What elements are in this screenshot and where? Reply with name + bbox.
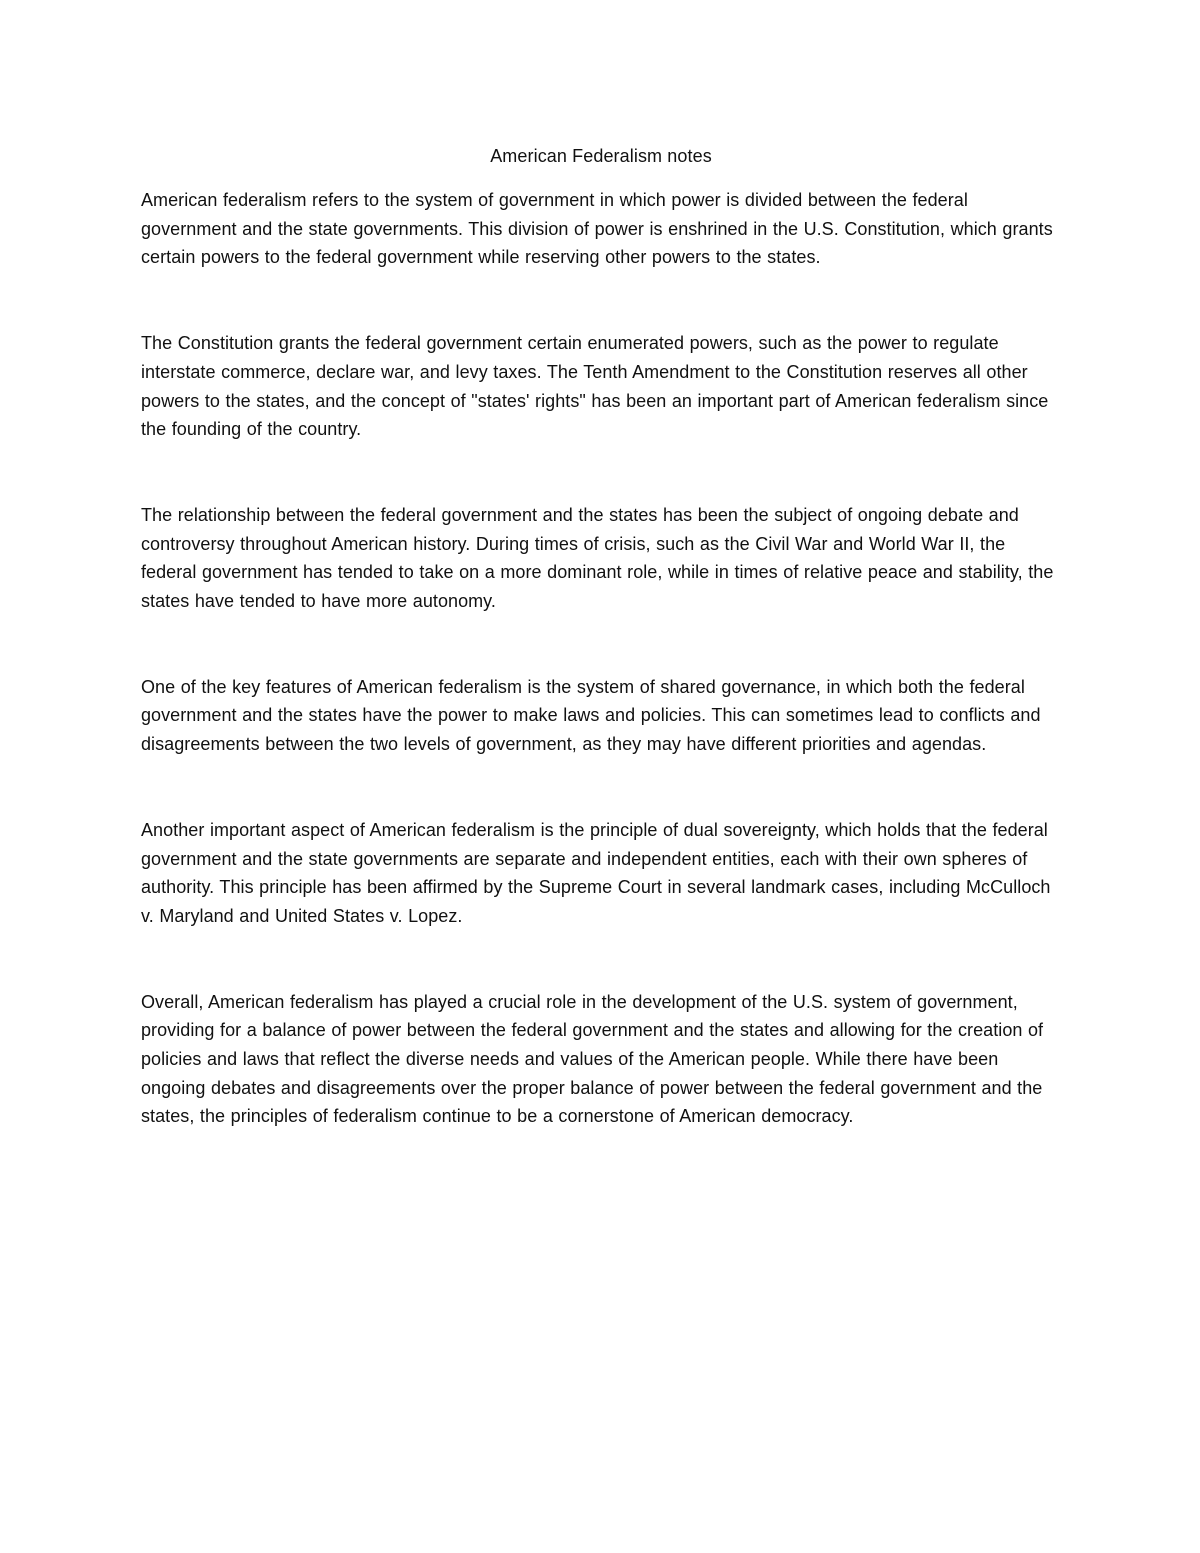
paragraph-federal-state-relationship: The relationship between the federal government and the states has been the subject of ongoing debate and controversy throughout American history. During times of crisis, such as the Civil War and World War II, the federal government has tended to take on a more dominant role, while in times of relative peace and stability, the states have tended to have more autonomy.: [141, 504, 1054, 612]
paragraph-conclusion: Overall, American federalism has played a crucial role in the development of the U.S. system of government, providing for a balance of power between the federal government and the states and allowing for the creation of policies and laws that reflect the diverse needs and values of the American people. While there have been ongoing debates and disagreements over the proper balance of power between the federal government and the states, the principles of federalism continue to be a cornerstone of American democracy.: [141, 991, 1044, 1127]
paragraph-intro: American federalism refers to the system of government in which power is divided between the federal government and the state governments. This division of power is enshrined in the U.S. Constitution, which grants certain powers to the federal government while reserving other powers to the states.: [141, 190, 1053, 268]
document-title: American Federalism notes: [490, 146, 712, 166]
document-body: [141, 142, 1061, 1131]
paragraph-enumerated-powers: The Constitution grants the federal government certain enumerated powers, such as the power to regulate interstate commerce, declare war, and levy taxes. The Tenth Amendment to the Constitution reserves all other powers to the states, and the concept of "states' rights" has been an important part of American federalism since the founding of the country.: [141, 333, 1049, 440]
paragraph-dual-sovereignty: Another important aspect of American federalism is the principle of dual sovereignty, which holds that the federal government and the state governments are separate and independent entities, each with their own spheres of authority. This principle has been affirmed by the Supreme Court in several landmark cases, including McCulloch v. Maryland and United States v. Lopez.: [141, 819, 1051, 926]
paragraph-shared-governance: One of the key features of American federalism is the system of shared governance, in which both the federal government and the states have the power to make laws and policies. This can sometimes lead to conflicts and disagreements between the two levels of government, as they may have different priorities and agendas.: [141, 676, 1041, 755]
